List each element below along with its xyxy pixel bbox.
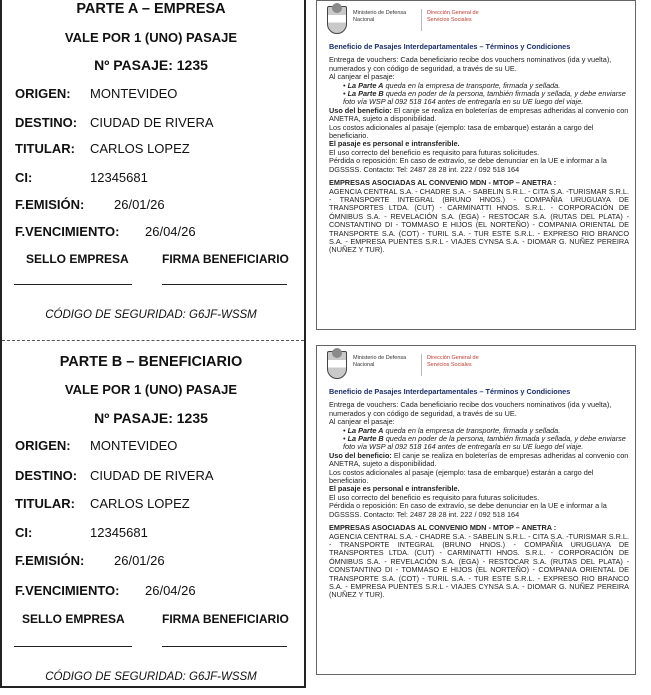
destino-value: CIUDAD DE RIVERA: [90, 468, 214, 483]
empresas-list: AGENCIA CENTRAL S.A. - CHADRE S.A. - SABELIN S.R.L. - CITA S.A. -TURISMAR S.R.L. - TRANSPORTE INTEGRAL (BRUNO HNOS.) - COMPAÑIA URUGUAYA DE TRANSPORTES LTDA. (CUT) - CARMINATTI HNOS. S.R.L. - CORPORACIÓN DE ÓMNIBUS S.A. - REVELACIÓN S.A. (EGA) - RESTOCAR S.A. (RUTAS DEL PLATA) - CONSTANTINO DI - TOMMASO E HIJOS (EL NORTEÑO) - COMPANIA ORIENTAL DE TRANSPORTE S.A. (COT) - TURIL S.A. - TUR ESTE S.R.L. - EXPRESO RIO BRANCO S.A. - EMPRESA PUENTES S.R.L - VIAJES CYNSA S.A. - DIOMAR G. NUÑEZ PEREIRA (NUÑEZ Y TUR).: [329, 531, 629, 600]
sello-line: [14, 284, 132, 285]
vencimiento-value: 26/04/26: [145, 224, 196, 239]
emision-value: 26/01/26: [114, 197, 165, 212]
pasaje-number: Nº PASAJE: 1235: [94, 57, 208, 73]
terms-uso-correcto: El uso correcto del beneficio es requisito para futuras solicitudes.: [329, 147, 540, 157]
firma-line: [162, 646, 287, 647]
part-title: PARTE B – BENEFICIARIO: [59, 354, 243, 370]
terms-canje: Al canjear el pasaje:: [329, 72, 395, 82]
vencimiento-value: 26/04/26: [145, 583, 196, 598]
bullet-part-b: • La Parte B queda en poder de la persona, también firmada y sellada, y debe enviarse foto vía WSP al 092 518 164 antes de entregarla en su UE luego del viaje.: [343, 434, 626, 452]
bullet-part-a: • La Parte A queda en la empresa de transporte, firmada y sellada.: [343, 80, 561, 90]
terms-perdida: Pérdida o reposición: En caso de extravío, se debe denunciar en la UE e informar a la DGSSSS. Contacto: Tel: 2487 28 28 int. 222 / 092 518 164: [329, 156, 607, 174]
vencimiento-label: F.VENCIMIENTO:: [15, 224, 120, 239]
emision-label: F.EMISIÓN:: [15, 553, 85, 568]
terms-body: [329, 388, 629, 600]
destino-label: DESTINO:: [15, 468, 78, 483]
ci-label: CI:: [15, 170, 33, 185]
vale-label: VALE POR 1 (UNO) PASAJE: [64, 30, 238, 45]
terms-uso: Uso del beneficio: El canje se realiza en boleterías de empresas adheridas al convenio con ANETRA, sujeto a disponibilidad.: [329, 105, 629, 124]
firma-label: FIRMA BENEFICIARIO: [162, 252, 289, 266]
terms-body: [329, 43, 629, 255]
header-logos: [327, 351, 627, 383]
origen-value: MONTEVIDEO: [90, 86, 178, 101]
terms-intro: Entrega de vouchers: Cada beneficiario recibe dos vouchers nominativos (ida y vuelta), numerados y con código de seguridad, a través de su UE.: [329, 400, 612, 418]
bullet-part-b: • La Parte B queda en poder de la persona, también firmada y sellada, y debe enviarse foto vía WSP al 092 518 164 antes de entregarla en su UE luego del viaje.: [343, 89, 626, 107]
empresas-heading: EMPRESAS ASOCIADAS AL CONVENIO MDN - MTOP – ANETRA :: [329, 523, 557, 533]
origen-value: MONTEVIDEO: [90, 438, 178, 453]
terms-panel: [316, 345, 636, 675]
titular-label: TITULAR:: [15, 496, 75, 511]
emision-label: F.EMISIÓN:: [15, 197, 85, 212]
origen-label: ORIGEN:: [15, 86, 71, 101]
destino-label: DESTINO:: [15, 115, 78, 130]
terms-heading: Beneficio de Pasajes Interdepartamentales – Términos y Condiciones: [329, 42, 571, 51]
terms-intro: Entrega de vouchers: Cada beneficiario recibe dos vouchers nominativos (ida y vuelta), numerados y con código de seguridad, a través de su UE.: [329, 55, 612, 73]
security-code: CÓDIGO DE SEGURIDAD: G6JF-WSSM: [45, 671, 257, 683]
emision-value: 26/01/26: [114, 553, 165, 568]
origen-label: ORIGEN:: [15, 438, 71, 453]
terms-panel: [316, 0, 636, 330]
vale-label: VALE POR 1 (UNO) PASAJE: [64, 382, 238, 397]
terms-personal: El pasaje es personal e intransferible.: [329, 139, 460, 149]
terms-canje: Al canjear el pasaje:: [329, 417, 395, 427]
ci-label: CI:: [15, 525, 33, 540]
firma-label: FIRMA BENEFICIARIO: [162, 612, 289, 626]
terms-costos: Los costos adicionales al pasaje (ejemplo: tasa de embarque) estarán a cargo del beneficiario.: [329, 122, 594, 141]
direction-name: Dirección General de Servicios Sociales: [427, 10, 479, 23]
terms-personal: El pasaje es personal e intransferible.: [329, 484, 460, 494]
titular-label: TITULAR:: [15, 141, 75, 156]
terms-perdida: Pérdida o reposición: En caso de extravío, se debe denunciar en la UE e informar a la DGSSSS. Contacto: Tel: 2487 28 28 int. 222 / 092 518 164: [329, 501, 607, 519]
sello-label: SELLO EMPRESA: [22, 612, 125, 626]
terms-heading: Beneficio de Pasajes Interdepartamentales – Términos y Condiciones: [329, 387, 571, 396]
terms-uso-correcto: El uso correcto del beneficio es requisito para futuras solicitudes.: [329, 492, 540, 502]
coat-of-arms-icon: [327, 6, 347, 34]
cut-line: [2, 340, 304, 341]
sello-line: [14, 646, 132, 647]
destino-value: CIUDAD DE RIVERA: [90, 115, 214, 130]
sello-label: SELLO EMPRESA: [26, 252, 129, 266]
security-code: CÓDIGO DE SEGURIDAD: G6JF-WSSM: [45, 309, 257, 321]
coat-of-arms-icon: [327, 351, 347, 379]
ministry-name: Ministerio de Defensa Nacional: [353, 355, 407, 368]
ministry-name: Ministerio de Defensa Nacional: [353, 10, 407, 23]
pasaje-number: Nº PASAJE: 1235: [94, 410, 208, 426]
empresas-heading: EMPRESAS ASOCIADAS AL CONVENIO MDN - MTOP – ANETRA :: [329, 178, 557, 188]
terms-costos: Los costos adicionales al pasaje (ejemplo: tasa de embarque) estarán a cargo del beneficiario.: [329, 467, 594, 486]
firma-line: [162, 284, 287, 285]
terms-uso: Uso del beneficio: El canje se realiza en boleterías de empresas adheridas al convenio con ANETRA, sujeto a disponibilidad.: [329, 450, 629, 469]
direction-name: Dirección General de Servicios Sociales: [427, 355, 479, 368]
part-title: PARTE A – EMPRESA: [76, 1, 226, 17]
header-logos: [327, 6, 627, 38]
ci-value: 12345681: [90, 170, 148, 185]
vencimiento-label: F.VENCIMIENTO:: [15, 583, 120, 598]
empresas-list: AGENCIA CENTRAL S.A. - CHADRE S.A. - SABELIN S.R.L. - CITA S.A. -TURISMAR S.R.L. - TRANSPORTE INTEGRAL (BRUNO HNOS.) - COMPAÑIA URUGUAYA DE TRANSPORTES LTDA. (CUT) - CARMINATTI HNOS. S.R.L. - CORPORACIÓN DE ÓMNIBUS S.A. - REVELACIÓN S.A. (EGA) - RESTOCAR S.A. (RUTAS DEL PLATA) - CONSTANTINO DI - TOMMASO E HIJOS (EL NORTEÑO) - COMPANIA ORIENTAL DE TRANSPORTE S.A. (COT) - TURIL S.A. - TUR ESTE S.R.L. - EXPRESO RIO BRANCO S.A. - EMPRESA PUENTES S.R.L - VIAJES CYNSA S.A. - DIOMAR G. NUÑEZ PEREIRA (NUÑEZ Y TUR).: [329, 186, 629, 255]
titular-value: CARLOS LOPEZ: [90, 496, 190, 511]
ci-value: 12345681: [90, 525, 148, 540]
titular-value: CARLOS LOPEZ: [90, 141, 190, 156]
bullet-part-a: • La Parte A queda en la empresa de transporte, firmada y sellada.: [343, 425, 561, 435]
